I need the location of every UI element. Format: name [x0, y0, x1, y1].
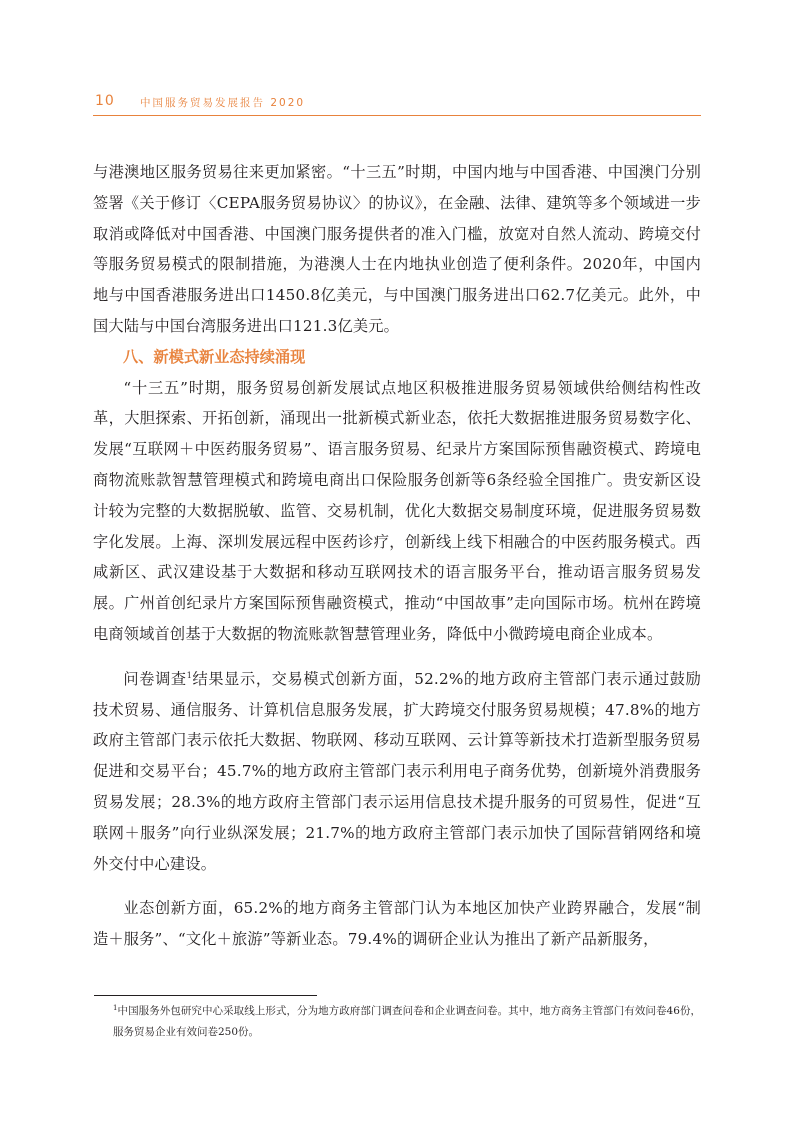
footnote-ref[interactable]: 1: [186, 670, 193, 680]
main-text: [93, 157, 701, 955]
section-heading: 八、新模式新业态持续涌现: [123, 347, 306, 366]
footnote-divider: [94, 995, 317, 996]
header-divider: [93, 115, 701, 116]
page-header: [95, 93, 700, 115]
paragraph-hk-macao: 与港澳地区服务贸易往来更加紧密。“十三五”时期，中国内地与中国香港、中国澳门分别签署《关于修订〈CEPA服务贸易协议〉的协议》，在金融、法律、建筑等多个领域进一步取消或降低对中国香港、中国澳门服务提供者的准入门槛，放宽对自然人流动、跨境交付等服务贸易模式的限制措施，为港澳人士在内地执业创造了便利条件。2020年，中国内地与中国香港服务进出口1450.8亿美元，与中国澳门服务进出口62.7亿美元。此外，中国大陆与中国台湾服务进出口121.3亿美元。: [93, 163, 701, 335]
paragraph-business-innovation: 业态创新方面，65.2%的地方商务主管部门认为本地区加快产业跨界融合，发展“制造＋服务”、“文化＋旅游”等新业态。79.4%的调研企业认为推出了新产品新服务，: [93, 899, 701, 949]
running-title: 中国服务贸易发展报告 2020: [140, 97, 306, 109]
survey-lead: 问卷调查: [123, 669, 187, 688]
paragraph-new-models: “十三五”时期，服务贸易创新发展试点地区积极推进服务贸易领域供给侧结构性改革，大胆探索、开拓创新，涌现出一批新模式新业态，依托大数据推进服务贸易数字化、发展“互联网＋中医药服务贸易”、语言服务贸易、纪录片方案国际预售融资模式、跨境电商物流账款智慧管理模式和跨境电商出口保险服务创新等6条经验全国推广。贵安新区设计较为完整的大数据脱敏、监管、交易机制，优化大数据交易制度环境，促进服务贸易数字化发展。上海、深圳发展远程中医药诊疗，创新线上线下相融合的中医药服务模式。西咸新区、武汉建设基于大数据和移动互联网技术的语言服务平台，推动语言服务贸易发展。广州首创纪录片方案国际预售融资模式，推动“中国故事”走向国际市场。杭州在跨境电商领域首创基于大数据的物流账款智慧管理业务，降低中小微跨境电商企业成本。: [93, 378, 701, 643]
page-number: 10: [95, 93, 115, 109]
footnote-marker: 1: [113, 1004, 118, 1012]
survey-body: 结果显示，交易模式创新方面，52.2%的地方政府主管部门表示通过鼓励技术贸易、通信服务、计算机信息服务发展，扩大跨境交付服务贸易规模；47.8%的地方政府主管部门表示依托大数据、物联网、移动互联网、云计算等新技术打造新型服务贸易促进和交易平台；45.7%的地方政府主管部门表示利用电子商务优势，创新境外消费服务贸易发展；28.3%的地方政府主管部门表示运用信息技术提升服务的可贸易性，促进“互联网＋服务”向行业纵深发展；21.7%的地方政府主管部门表示加快了国际营销网络和境外交付中心建设。: [93, 669, 702, 873]
footnote: [113, 1001, 701, 1043]
footnote-text: 中国服务外包研究中心采取线上形式，分为地方政府部门调查问卷和企业调查问卷。其中，地方商务主管部门有效问卷46份，服务贸易企业有效问卷250份。: [113, 1005, 701, 1038]
paragraph-survey: [93, 664, 701, 880]
